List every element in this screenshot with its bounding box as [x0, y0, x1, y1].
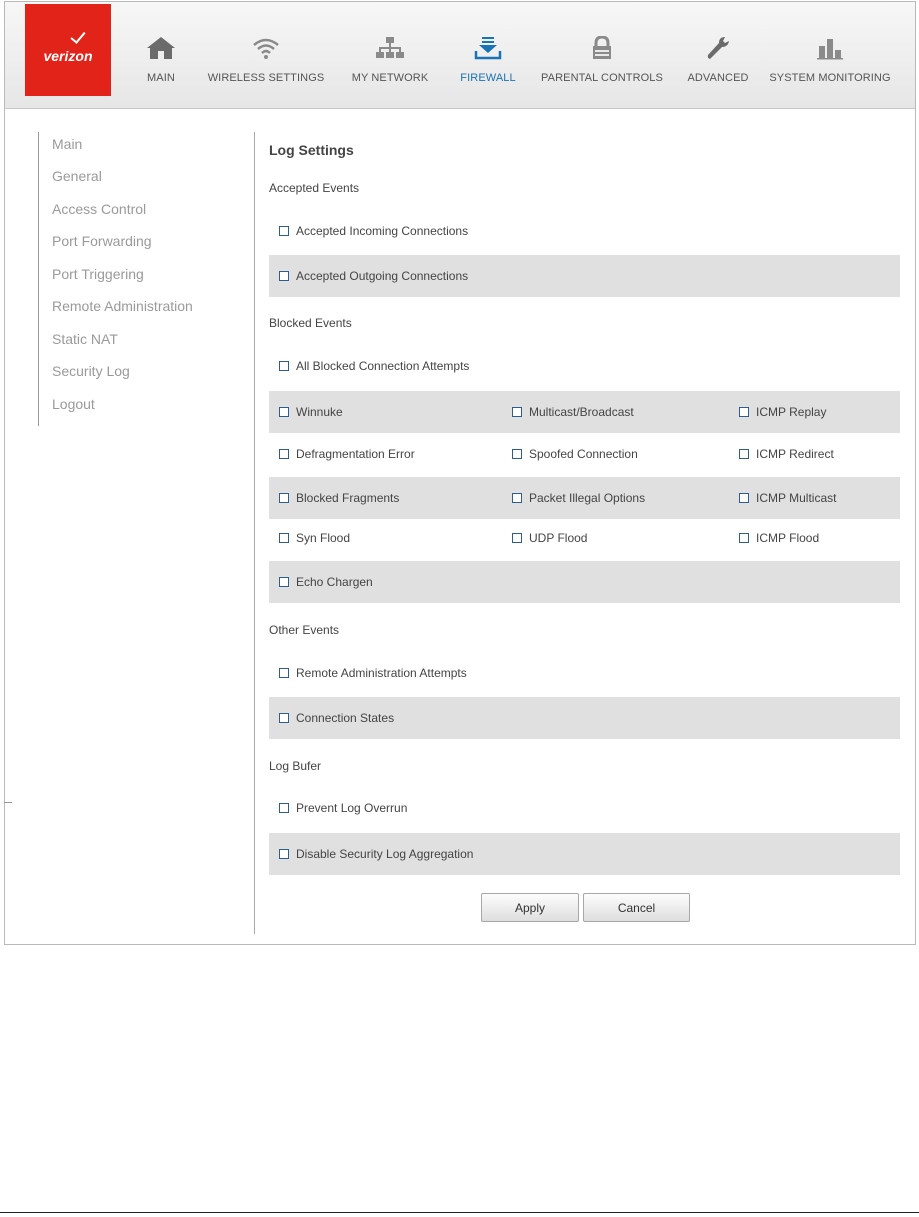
blocked-row-3	[269, 477, 900, 519]
sidebar-item-logout[interactable]: Logout	[52, 396, 95, 412]
checkbox-label: Accepted Incoming Connections	[296, 224, 469, 238]
blocked-row-5	[269, 561, 900, 603]
checkbox-label: Prevent Log Overrun	[296, 801, 408, 815]
sidebar-item-static-nat[interactable]: Static NAT	[52, 331, 118, 347]
icmp-replay-checkbox[interactable]	[739, 405, 826, 419]
apply-button[interactable]: Apply	[481, 893, 579, 922]
nav-parental-controls[interactable]	[535, 32, 669, 92]
checkbox-label: ICMP Flood	[756, 531, 820, 545]
sidebar-item-access-control[interactable]: Access Control	[52, 201, 147, 217]
syn-flood-checkbox[interactable]	[279, 531, 350, 545]
checkbox-box[interactable]	[279, 271, 289, 281]
blocked-row-all	[269, 345, 900, 387]
accepted-row-1	[269, 210, 900, 252]
verizon-logo[interactable]	[25, 4, 111, 96]
sidebar-item-port-triggering[interactable]: Port Triggering	[52, 266, 144, 282]
nav-wireless-label: WIRELESS SETTINGS	[207, 72, 325, 84]
accepted-row-2	[269, 255, 900, 297]
nav-my-network[interactable]	[345, 32, 435, 92]
nav-system-monitoring[interactable]	[767, 32, 893, 92]
checkbox-label: Echo Chargen	[296, 575, 373, 589]
checkbox-label: Winnuke	[296, 405, 343, 419]
checkbox-box[interactable]	[279, 533, 289, 543]
nav-main-label: MAIN	[147, 72, 175, 84]
checkbox-box[interactable]	[739, 533, 749, 543]
checkbox-label: All Blocked Connection Attempts	[296, 359, 470, 373]
udp-flood-checkbox[interactable]	[512, 531, 587, 545]
nav-firewall-label: FIREWALL	[460, 72, 516, 84]
checkbox-label: Multicast/Broadcast	[529, 405, 634, 419]
buffer-row-2	[269, 833, 900, 875]
checkbox-label: ICMP Replay	[756, 405, 827, 419]
blocked-events-heading: Blocked Events	[269, 316, 352, 330]
checkbox-box[interactable]	[279, 668, 289, 678]
firewall-icon	[473, 32, 503, 60]
wrench-icon	[703, 32, 733, 60]
checkbox-box[interactable]	[279, 849, 289, 859]
lock-icon	[587, 32, 617, 60]
checkbox-box[interactable]	[279, 361, 289, 371]
logo-checkmark-icon	[70, 28, 85, 44]
edge-tick	[4, 802, 12, 803]
other-row-1	[269, 652, 900, 694]
accepted-events-heading: Accepted Events	[269, 181, 360, 195]
nav-wireless-settings[interactable]	[201, 32, 331, 92]
checkbox-box[interactable]	[739, 449, 749, 459]
multicast-broadcast-checkbox[interactable]	[512, 405, 634, 419]
sidebar-item-security-log[interactable]: Security Log	[52, 363, 130, 379]
content-divider	[254, 132, 255, 934]
nav-advanced-label: ADVANCED	[687, 72, 749, 84]
blocked-fragments-checkbox[interactable]	[279, 491, 399, 505]
checkbox-box[interactable]	[512, 493, 522, 503]
checkbox-box[interactable]	[279, 407, 289, 417]
remote-admin-attempts-checkbox[interactable]	[279, 666, 467, 680]
sidebar-item-remote-administration[interactable]: Remote Administration	[52, 298, 193, 314]
checkbox-label: Packet Illegal Options	[529, 491, 646, 505]
home-icon	[146, 32, 176, 60]
checkbox-label: Accepted Outgoing Connections	[296, 269, 469, 283]
checkbox-box[interactable]	[512, 533, 522, 543]
checkbox-label: Connection States	[296, 711, 395, 725]
packet-illegal-options-checkbox[interactable]	[512, 491, 645, 505]
cancel-button[interactable]: Cancel	[583, 893, 690, 922]
accepted-outgoing-checkbox[interactable]	[279, 269, 468, 283]
spoofed-connection-checkbox[interactable]	[512, 447, 638, 461]
wifi-icon	[251, 32, 281, 60]
log-buffer-heading: Log Bufer	[269, 759, 322, 773]
top-navigation-bar	[5, 2, 915, 109]
sidebar-item-main[interactable]: Main	[52, 136, 83, 152]
checkbox-label: Disable Security Log Aggregation	[296, 847, 474, 861]
checkbox-box[interactable]	[279, 713, 289, 723]
checkbox-label: Blocked Fragments	[296, 491, 400, 505]
blocked-row-2	[269, 433, 900, 475]
blocked-row-4	[269, 517, 900, 559]
nav-system-monitoring-label: SYSTEM MONITORING	[769, 72, 891, 84]
sidebar-item-port-forwarding[interactable]: Port Forwarding	[52, 233, 152, 249]
buffer-row-1	[269, 787, 900, 829]
all-blocked-checkbox[interactable]	[279, 359, 469, 373]
winnuke-checkbox[interactable]	[279, 405, 343, 419]
prevent-log-overrun-checkbox[interactable]	[279, 801, 407, 815]
other-events-heading: Other Events	[269, 623, 340, 637]
bar-chart-icon	[815, 32, 845, 60]
checkbox-label: UDP Flood	[529, 531, 588, 545]
nav-advanced[interactable]	[681, 32, 755, 92]
logo-text: verizon	[43, 48, 93, 64]
checkbox-box[interactable]	[739, 493, 749, 503]
checkbox-box[interactable]	[512, 449, 522, 459]
side-navigation	[38, 132, 239, 426]
checkbox-label: ICMP Redirect	[756, 447, 834, 461]
echo-chargen-checkbox[interactable]	[279, 575, 373, 589]
nav-main[interactable]	[133, 32, 189, 92]
connection-states-checkbox[interactable]	[279, 711, 394, 725]
checkbox-label: Defragmentation Error	[296, 447, 415, 461]
disable-log-aggregation-checkbox[interactable]	[279, 847, 473, 861]
icmp-redirect-checkbox[interactable]	[739, 447, 834, 461]
icmp-flood-checkbox[interactable]	[739, 531, 819, 545]
checkbox-label: ICMP Multicast	[756, 491, 837, 505]
nav-parental-label: PARENTAL CONTROLS	[541, 72, 663, 84]
checkbox-box[interactable]	[279, 449, 289, 459]
page-title: Log Settings	[269, 142, 354, 158]
accepted-incoming-checkbox[interactable]	[279, 224, 468, 238]
checkbox-label: Remote Administration Attempts	[296, 666, 467, 680]
blocked-row-1	[269, 391, 900, 433]
network-icon	[375, 32, 405, 60]
sidebar-item-general[interactable]: General	[52, 168, 102, 184]
defragmentation-error-checkbox[interactable]	[279, 447, 415, 461]
page-bottom-rule	[0, 1212, 919, 1213]
checkbox-label: Spoofed Connection	[529, 447, 638, 461]
icmp-multicast-checkbox[interactable]	[739, 491, 836, 505]
checkbox-box[interactable]	[739, 407, 749, 417]
nav-firewall[interactable]	[451, 32, 525, 92]
checkbox-box[interactable]	[279, 577, 289, 587]
checkbox-label: Syn Flood	[296, 531, 351, 545]
checkbox-box[interactable]	[512, 407, 522, 417]
checkbox-box[interactable]	[279, 493, 289, 503]
checkbox-box[interactable]	[279, 226, 289, 236]
other-row-2	[269, 697, 900, 739]
checkbox-box[interactable]	[279, 803, 289, 813]
nav-my-network-label: MY NETWORK	[351, 72, 429, 84]
